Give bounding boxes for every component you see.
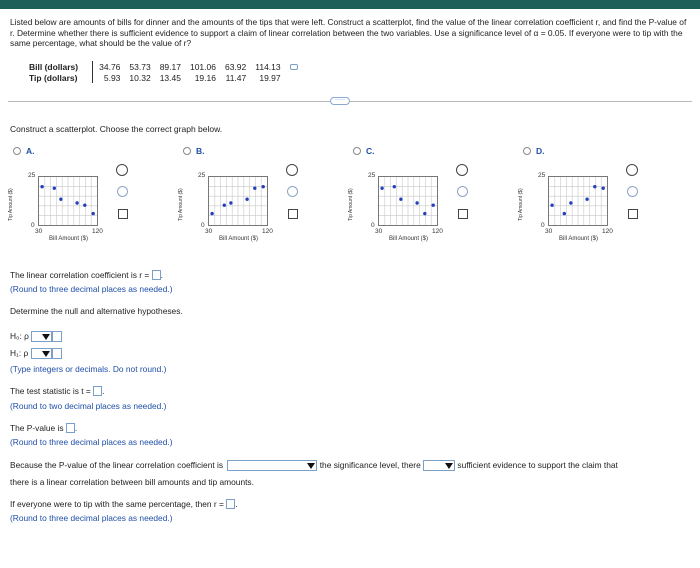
data-point: [75, 201, 78, 204]
copy-data-icon[interactable]: [284, 61, 301, 72]
zoom-in-icon[interactable]: [286, 164, 298, 176]
r-input[interactable]: [152, 270, 161, 280]
test-stat-text: The test statistic is t =: [10, 386, 91, 396]
zoom-out-icon[interactable]: [287, 186, 298, 197]
tip-value: 5.93: [103, 72, 121, 83]
everyone-text: If everyone were to tip with the same percentage, then r =: [10, 499, 224, 509]
h0-label: H₀: ρ: [10, 331, 29, 341]
zoom-in-icon[interactable]: [456, 164, 468, 176]
y-axis-title: Tip Amount ($): [178, 188, 184, 221]
tip-value: 19.97: [259, 72, 281, 83]
data-point: [585, 198, 588, 201]
r-same-percentage-input[interactable]: [226, 499, 235, 509]
x-axis-title: Bill Amount ($): [219, 236, 259, 242]
x-tick-label: 30: [35, 228, 43, 235]
option-a-label: A.: [26, 146, 35, 156]
round-note: (Round to three decimal places as needed.): [10, 437, 173, 447]
data-point: [253, 187, 256, 190]
data-point: [569, 201, 572, 204]
option-b-radio[interactable]: [183, 147, 191, 155]
scatter-svg: [549, 177, 607, 225]
plot-area: [548, 176, 608, 226]
expand-button[interactable]: ·····: [330, 97, 350, 105]
h1-label: H₁: ρ: [10, 348, 29, 358]
zoom-out-icon[interactable]: [627, 186, 638, 197]
round-note: (Round to three decimal places as needed.): [10, 513, 173, 523]
option-c-label: C.: [366, 146, 375, 156]
h0-value-input[interactable]: [52, 331, 62, 342]
data-point: [40, 185, 43, 188]
data-point: [210, 212, 213, 215]
hypotheses-text: Determine the null and alternative hypotheses.: [10, 306, 183, 316]
plot-area: [208, 176, 268, 226]
y-tick-label: 25: [368, 172, 376, 179]
popout-icon[interactable]: [288, 209, 298, 219]
data-point: [602, 187, 605, 190]
round-note: (Round to two decimal places as needed.): [10, 401, 167, 411]
t-input[interactable]: [93, 386, 102, 396]
y-tick-label: 25: [538, 172, 546, 179]
h1-operator-select[interactable]: [31, 348, 52, 359]
type-note: (Type integers or decimals. Do not round.): [10, 364, 167, 374]
bill-value: 53.73: [129, 61, 151, 72]
zoom-out-icon[interactable]: [457, 186, 468, 197]
section-divider: [8, 101, 692, 102]
x-axis-title: Bill Amount ($): [389, 236, 429, 242]
table-row: [26, 61, 301, 72]
data-point: [423, 212, 426, 215]
tip-value: 13.45: [159, 72, 181, 83]
y-tick-label: 0: [201, 222, 205, 229]
popout-icon[interactable]: [628, 209, 638, 219]
option-d-radio[interactable]: [523, 147, 531, 155]
because-text-3: sufficient evidence to support the claim that: [457, 460, 618, 470]
zoom-in-icon[interactable]: [626, 164, 638, 176]
plot-area: [378, 176, 438, 226]
x-tick-label: 120: [432, 228, 443, 235]
bill-value: 114.13: [255, 61, 281, 72]
x-tick-label: 120: [92, 228, 103, 235]
plot-area: [38, 176, 98, 226]
data-point: [59, 198, 62, 201]
corr-text: The linear correlation coefficient is r =: [10, 270, 150, 280]
x-tick-label: 30: [545, 228, 553, 235]
round-note: (Round to three decimal places as needed.): [10, 284, 173, 294]
y-tick-label: 25: [198, 172, 206, 179]
data-point: [550, 204, 553, 207]
data-point: [83, 204, 86, 207]
data-point: [593, 185, 596, 188]
data-point: [92, 212, 95, 215]
bill-value: 34.76: [99, 61, 121, 72]
h1-value-input[interactable]: [52, 348, 62, 359]
data-point: [393, 185, 396, 188]
data-point: [245, 198, 248, 201]
x-tick-label: 120: [262, 228, 273, 235]
data-table: [26, 61, 301, 83]
tip-value: 19.16: [194, 72, 216, 83]
y-tick-label: 0: [541, 222, 545, 229]
option-d-label: D.: [536, 146, 545, 156]
x-tick-label: 30: [205, 228, 213, 235]
data-point: [262, 185, 265, 188]
row-label-tip: Tip (dollars): [26, 72, 93, 83]
popout-icon[interactable]: [118, 209, 128, 219]
pvalue-compare-select[interactable]: [227, 460, 317, 471]
pvalue-input[interactable]: [66, 423, 75, 433]
tip-value: 11.47: [225, 72, 247, 83]
x-axis-title: Bill Amount ($): [49, 236, 89, 242]
data-point: [223, 204, 226, 207]
pvalue-text: The P-value is: [10, 423, 64, 433]
bill-value: 101.06: [189, 61, 216, 72]
row-label-bill: Bill (dollars): [26, 61, 93, 72]
data-point: [563, 212, 566, 215]
y-tick-label: 0: [31, 222, 35, 229]
header-bar: [0, 0, 700, 9]
because-text-2: the significance level, there: [319, 460, 421, 470]
x-tick-label: 120: [602, 228, 613, 235]
option-c-radio[interactable]: [353, 147, 361, 155]
scatter-svg: [209, 177, 267, 225]
data-point: [380, 187, 383, 190]
h0-operator-select[interactable]: [31, 331, 52, 342]
data-point: [415, 201, 418, 204]
question-prompt: Listed below are amounts of bills for dinner and the amounts of the tips that were left. Construct a scatterplot, find the value of the linear correlation coefficient r, and find the P-value of r. Determine whether there is sufficient evidence to support a claim of linear correlation between the two variables. Use a significance level of α = 0.05. If everyone were to tip with the same percentage, what should be the value of r?: [10, 17, 687, 48]
y-axis-title: Tip Amount ($): [348, 188, 354, 221]
because-text-1: Because the P-value of the linear correlation coefficient is: [10, 460, 224, 470]
zoom-in-icon[interactable]: [116, 164, 128, 176]
data-point: [53, 187, 56, 190]
popout-icon[interactable]: [458, 209, 468, 219]
y-axis-title: Tip Amount ($): [518, 188, 524, 221]
zoom-out-icon[interactable]: [117, 186, 128, 197]
tip-value: 10.32: [129, 72, 151, 83]
data-point: [432, 204, 435, 207]
scatter-svg: [39, 177, 97, 225]
y-tick-label: 25: [28, 172, 36, 179]
data-point: [399, 198, 402, 201]
y-axis-title: Tip Amount ($): [8, 188, 14, 221]
bill-value: 89.17: [159, 61, 181, 72]
scatter-instruction: Construct a scatterplot. Choose the correct graph below.: [10, 124, 223, 134]
data-point: [229, 201, 232, 204]
x-tick-label: 30: [375, 228, 383, 235]
because-text-4: there is a linear correlation between bill amounts and tip amounts.: [10, 477, 254, 487]
table-row: [26, 72, 301, 83]
x-axis-title: Bill Amount ($): [559, 236, 599, 242]
is-is-not-select[interactable]: [423, 460, 455, 471]
option-b-label: B.: [196, 146, 205, 156]
y-tick-label: 0: [371, 222, 375, 229]
option-a-radio[interactable]: [13, 147, 21, 155]
bill-value: 63.92: [224, 61, 247, 72]
scatter-svg: [379, 177, 437, 225]
